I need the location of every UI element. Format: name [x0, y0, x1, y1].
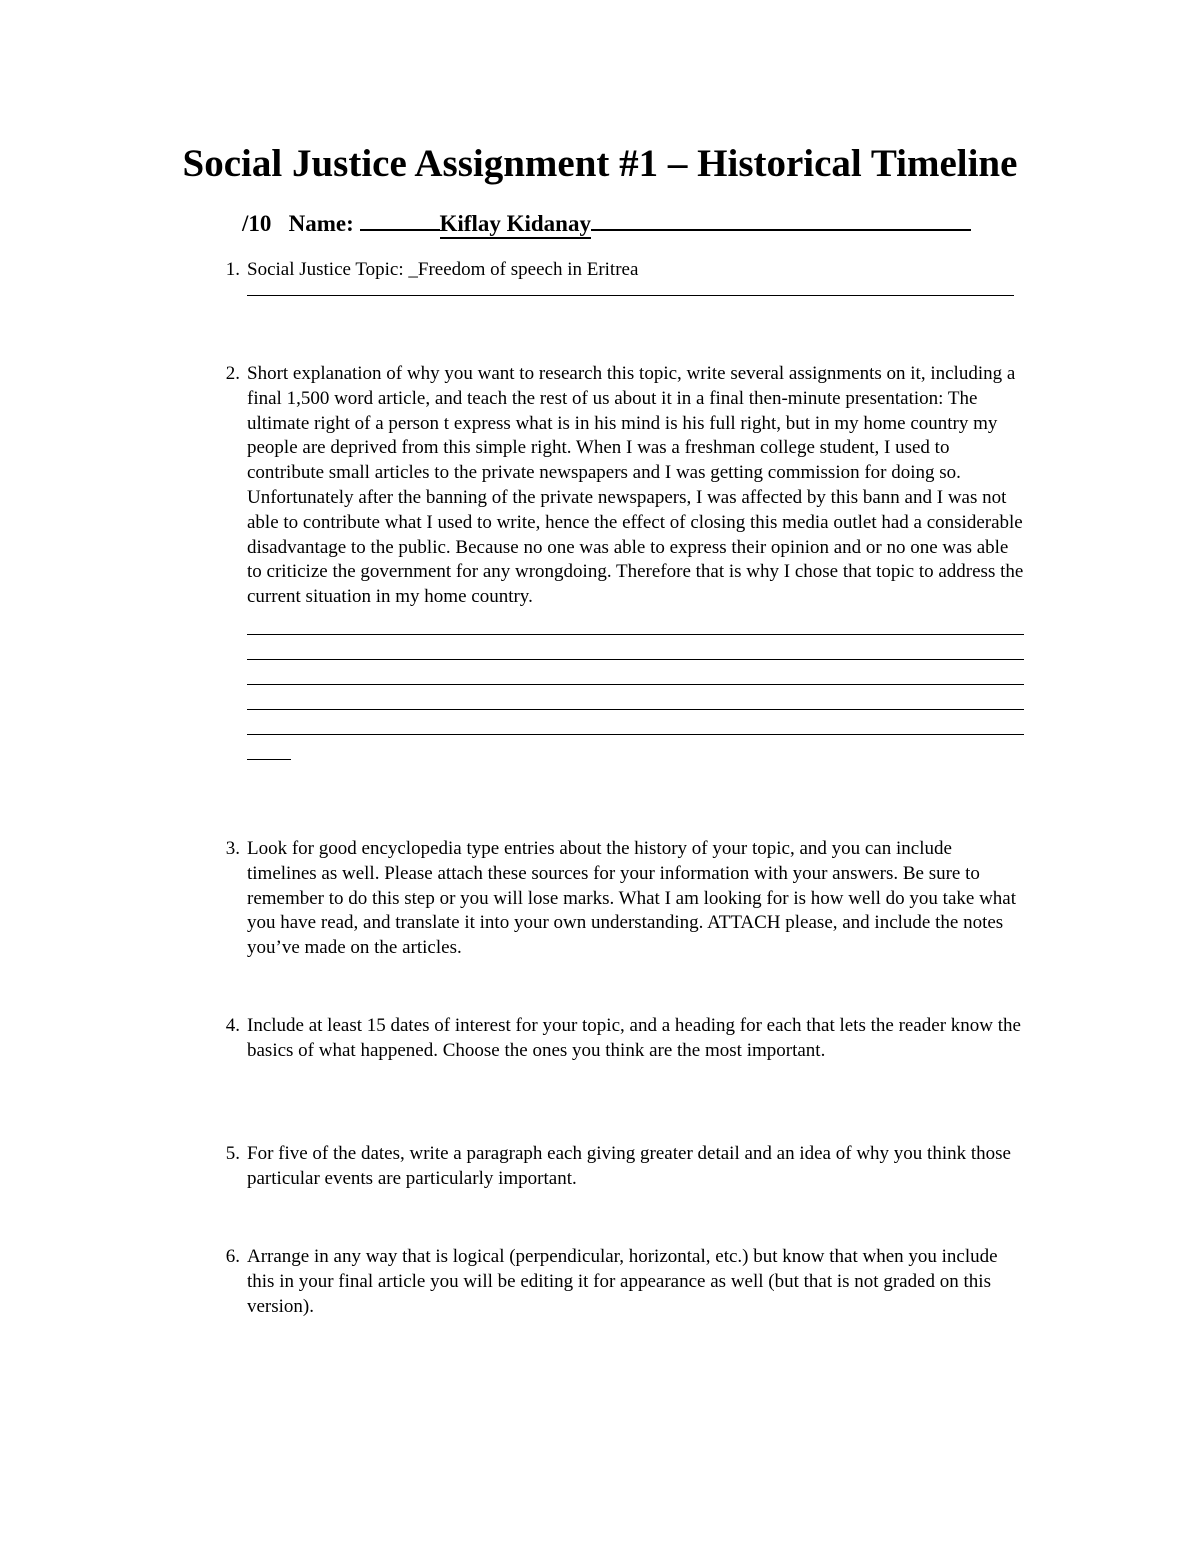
- answer-line: [247, 710, 1024, 735]
- answer-line: [247, 685, 1024, 710]
- name-label: Name:: [288, 211, 354, 236]
- list-item-1: [200, 258, 1024, 296]
- item-number: 1.: [225, 259, 240, 280]
- name-value: Kiflay Kidanay: [440, 211, 591, 239]
- item-number: 3.: [225, 838, 240, 859]
- list-item-2: [200, 362, 1024, 760]
- answer-line: [247, 660, 1024, 685]
- score-label: /10: [242, 211, 272, 236]
- item-number: 6.: [225, 1246, 240, 1267]
- list-item-4: [200, 1014, 1024, 1064]
- item-text: Social Justice Topic: _Freedom of speech in Eritrea: [247, 259, 639, 280]
- answer-line: [247, 635, 1024, 660]
- answer-line: [247, 283, 1014, 296]
- answer-line: [247, 610, 1024, 635]
- item-number: 5.: [225, 1143, 240, 1164]
- item-number: 2.: [225, 363, 240, 384]
- name-underline-tail: [591, 229, 971, 231]
- name-line: [242, 208, 1024, 240]
- item-text: Short explanation of why you want to research this topic, write several assignments on it, including a final 1,500 word article, and teach the rest of us about it in a final then-minute presentation: The ultimate right of a person t express what is in his mind is his full right, but in my home country my people are deprived from this simple right. When I was a freshman college student, I used to contribute small articles to the private newspapers and I was getting commission for doing so. Unfortunately after the banning of the private newspapers, I was affected by this bann and I was not able to contribute what I used to write, hence the effect of closing this media outlet had a considerable disadvantage to the public. Because no one was able to express their opinion and or no one was able to criticize the government for any wrongdoing. Therefore that is why I chose that topic to address the current situation in my home country.: [247, 363, 1024, 608]
- answer-line: [247, 735, 291, 760]
- item-text: Include at least 15 dates of interest for your topic, and a heading for each that lets the reader know the basics of what happened. Choose the ones you think are the most important.: [247, 1015, 1021, 1061]
- list-item-3: [200, 837, 1024, 961]
- list-item-6: [200, 1245, 1024, 1319]
- item-text: Arrange in any way that is logical (perpendicular, horizontal, etc.) but know that when you include this in your final article you will be editing it for appearance as well (but that is not graded on this version).: [247, 1246, 998, 1317]
- item-text: Look for good encyclopedia type entries about the history of your topic, and you can include timelines as well. Please attach these sources for your information with your answers. Be sure to remember to do this step or you will lose marks. What I am looking for is how well do you take what you have read, and translate it into your own understanding. ATTACH please, and include the notes you’ve made on the articles.: [247, 838, 1017, 959]
- name-underline-lead: [360, 229, 440, 231]
- item-number: 4.: [225, 1015, 240, 1036]
- document-title: Social Justice Assignment #1 – Historical Timeline: [182, 142, 1018, 185]
- list-item-5: [200, 1142, 1024, 1192]
- item-text: For five of the dates, write a paragraph each giving greater detail and an idea of why you think those particular events are particularly important.: [247, 1143, 1011, 1189]
